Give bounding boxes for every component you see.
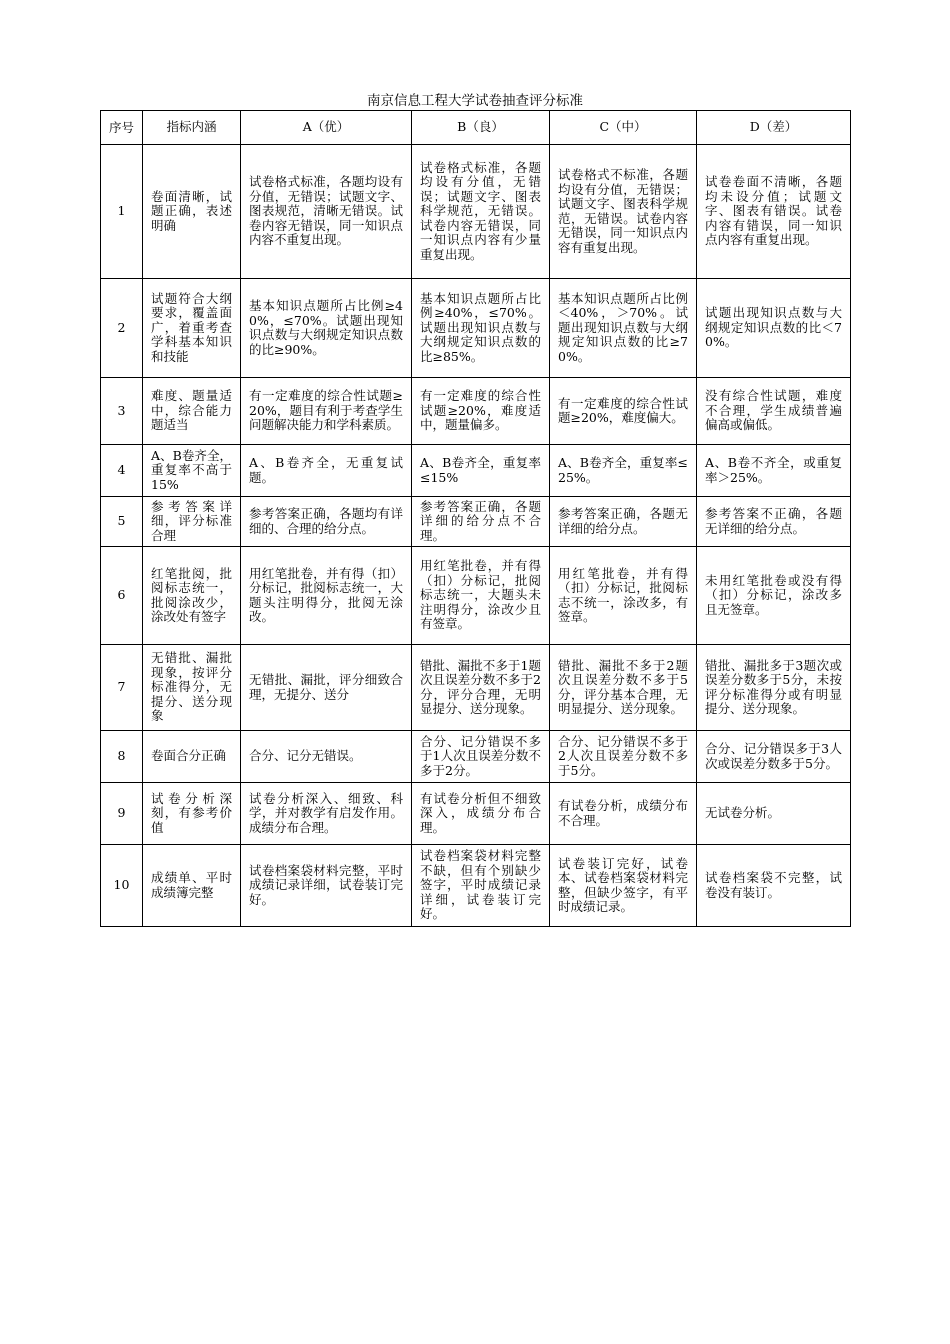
grade-b-cell: 合分、记分错误不多于1人次且误差分数不多于2分。 [412,731,550,783]
header-grade-d: D（差） [697,111,851,145]
header-grade-b: B（良） [412,111,550,145]
indicator-cell: 参考答案详细，评分标准合理 [143,497,241,547]
scoring-standard-table [100,110,851,927]
indicator-cell: 试卷分析深刻，有参考价值 [143,783,241,845]
grade-c-cell: 有一定难度的综合性试题≥20%，难度偏大。 [550,378,697,445]
grade-b-cell: 基本知识点题所占比例≥40%，≤70%。试题出现知识点数与大纲规定知识点数的比≥85%。 [412,279,550,378]
grade-c-cell: 基本知识点题所占比例＜40%，＞70%。试题出现知识点数与大纲规定知识点数的比≥70%。 [550,279,697,378]
header-seq: 序号 [101,111,143,145]
header-indicator: 指标内涵 [143,111,241,145]
grade-a-cell: 试卷格式标准，各题均设有分值，无错误；试题文字、图表规范，清晰无错误。试卷内容无错误，同一知识点内容不重复出现。 [241,145,412,279]
grade-d-cell: 错批、漏批多于3题次或误差分数多于5分，未按评分标准得分或有明显提分、送分现象。 [697,645,851,731]
grade-b-cell: 用红笔批卷，并有得（扣）分标记，批阅标志统一，大题头未注明得分，涂改少且有签章。 [412,547,550,645]
table-row [101,845,851,927]
grade-d-cell: 合分、记分错误多于3人次或误差分数多于5分。 [697,731,851,783]
grade-a-cell: 合分、记分无错误。 [241,731,412,783]
table-row [101,378,851,445]
row-number: 2 [101,279,143,378]
grade-a-cell: 试卷分析深入、细致、科学，并对教学有启发作用。成绩分布合理。 [241,783,412,845]
grade-b-cell: A、B卷齐全，重复率≤15% [412,445,550,497]
grade-b-cell: 试卷档案袋材料完整不缺，但有个别缺少签字，平时成绩记录详细，试卷装订完好。 [412,845,550,927]
indicator-cell: 无错批、漏批现象，按评分标准得分，无提分、送分现象 [143,645,241,731]
grade-c-cell: 用红笔批卷，并有得（扣）分标记，批阅标志不统一，涂改多，有签章。 [550,547,697,645]
grade-c-cell: 错批、漏批不多于2题次且误差分数不多于5分，评分基本合理，无明显提分、送分现象。 [550,645,697,731]
grade-d-cell: A、B卷不齐全，或重复率＞25%。 [697,445,851,497]
grade-a-cell: A、B卷齐全，无重复试题。 [241,445,412,497]
grade-d-cell: 未用红笔批卷或没有得（扣）分标记，涂改多且无签章。 [697,547,851,645]
grade-a-cell: 基本知识点题所占比例≥40%，≤70%。试题出现知识点数与大纲规定知识点数的比≥90%。 [241,279,412,378]
grade-a-cell: 试卷档案袋材料完整，平时成绩记录详细，试卷装订完好。 [241,845,412,927]
table-row [101,445,851,497]
header-grade-a: A（优） [241,111,412,145]
grade-b-cell: 试卷格式标准，各题均设有分值，无错误；试题文字、图表科学规范，无错误。试卷内容无错误，同一知识点内容有少量重复出现。 [412,145,550,279]
grade-c-cell: 试卷装订完好，试卷本、试卷档案袋材料完整，但缺少签字，有平时成绩记录。 [550,845,697,927]
indicator-cell: A、B卷齐全，重复率不高于15% [143,445,241,497]
row-number: 4 [101,445,143,497]
table-row [101,279,851,378]
row-number: 5 [101,497,143,547]
grade-c-cell: 有试卷分析，成绩分布不合理。 [550,783,697,845]
table-row [101,783,851,845]
grade-b-cell: 有一定难度的综合性试题≥20%，难度适中，题量偏多。 [412,378,550,445]
table-row [101,145,851,279]
indicator-cell: 红笔批阅，批阅标志统一，批阅涂改少，涂改处有签字 [143,547,241,645]
grade-b-cell: 参考答案正确，各题详细的给分点不合理。 [412,497,550,547]
document-title: 南京信息工程大学试卷抽查评分标准 [367,93,583,109]
row-number: 10 [101,845,143,927]
grade-a-cell: 用红笔批卷，并有得（扣）分标记，批阅标志统一，大题头注明得分，批阅无涂改。 [241,547,412,645]
indicator-cell: 难度、题量适中，综合能力题适当 [143,378,241,445]
table-row [101,547,851,645]
grade-d-cell: 无试卷分析。 [697,783,851,845]
grade-b-cell: 有试卷分析但不细致深入，成绩分布合理。 [412,783,550,845]
indicator-cell: 卷面合分正确 [143,731,241,783]
grade-c-cell: A、B卷齐全，重复率≤25%。 [550,445,697,497]
grade-d-cell: 试卷卷面不清晰，各题均未设分值；试题文字、图表有错误。试卷内容有错误，同一知识点内容有重复出现。 [697,145,851,279]
row-number: 6 [101,547,143,645]
table-header-row [101,111,851,145]
grade-d-cell: 参考答案不正确，各题无详细的给分点。 [697,497,851,547]
indicator-cell: 成绩单、平时成绩簿完整 [143,845,241,927]
indicator-cell: 卷面清晰，试题正确，表述明确 [143,145,241,279]
table-row [101,645,851,731]
row-number: 7 [101,645,143,731]
table-row [101,497,851,547]
row-number: 1 [101,145,143,279]
grade-d-cell: 试卷档案袋不完整，试卷没有装订。 [697,845,851,927]
row-number: 3 [101,378,143,445]
grade-b-cell: 错批、漏批不多于1题次且误差分数不多于2分，评分合理，无明显提分、送分现象。 [412,645,550,731]
grade-d-cell: 没有综合性试题，难度不合理，学生成绩普遍偏高或偏低。 [697,378,851,445]
grade-a-cell: 无错批、漏批，评分细致合理，无提分、送分 [241,645,412,731]
grade-d-cell: 试题出现知识点数与大纲规定知识点数的比＜70%。 [697,279,851,378]
grade-c-cell: 参考答案正确，各题无详细的给分点。 [550,497,697,547]
row-number: 8 [101,731,143,783]
grade-a-cell: 有一定难度的综合性试题≥20%，题目有利于考查学生问题解决能力和学科素质。 [241,378,412,445]
header-grade-c: C（中） [550,111,697,145]
grade-c-cell: 试卷格式不标准，各题均设有分值，无错误；试题文字、图表科学规范，无错误。试卷内容无错误，同一知识点内容有重复出现。 [550,145,697,279]
grade-c-cell: 合分、记分错误不多于2人次且误差分数不多于5分。 [550,731,697,783]
indicator-cell: 试题符合大纲要求，覆盖面广，着重考查学科基本知识和技能 [143,279,241,378]
grade-a-cell: 参考答案正确，各题均有详细的、合理的给分点。 [241,497,412,547]
table-row [101,731,851,783]
row-number: 9 [101,783,143,845]
